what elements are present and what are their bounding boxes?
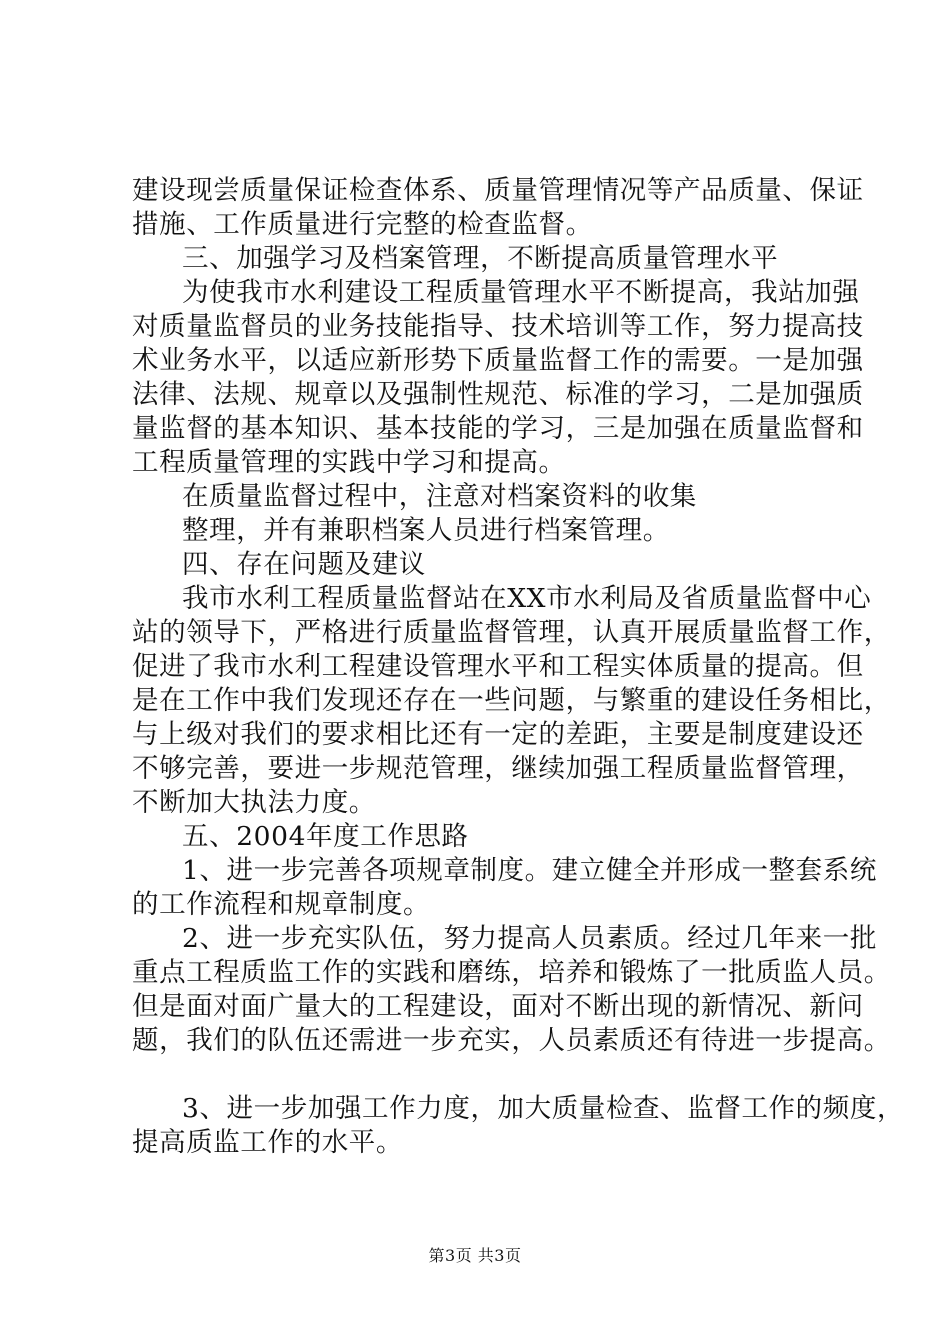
text-line: 题，我们的队伍还需进一步充实，人员素质还有待进一步提高。 — [132, 1025, 891, 1056]
blank-line — [132, 1058, 832, 1092]
text-line: 是在工作中我们发现还存在一些问题，与繁重的建设任务相比， — [132, 685, 891, 716]
text-line: 3、进一步加强工作力度，加大质量检查、监督工作的频度， — [182, 1093, 905, 1124]
text-line: 我市水利工程质量监督站在XX市水利局及省质量监督中心 — [182, 583, 872, 614]
page-footer: 第3页 共3页 — [428, 1246, 522, 1265]
text-line: 重点工程质监工作的实践和磨练，培养和锻炼了一批质监人员。 — [132, 957, 891, 988]
text-line: 的工作流程和规章制度。 — [132, 889, 431, 920]
text-line: 量监督的基本知识、基本技能的学习，三是加强在质量监督和 — [132, 413, 864, 444]
text-line: 为使我市水利建设工程质量管理水平不断提高，我站加强 — [182, 277, 860, 308]
text-line: 2、进一步充实队伍，努力提高人员素质。经过几年来一批 — [182, 923, 877, 954]
text-line: 站的领导下，严格进行质量监督管理，认真开展质量监督工作， — [132, 617, 891, 648]
document-body — [132, 174, 905, 1160]
text-line: 但是面对面广量大的工程建设，面对不断出现的新情况、新问 — [132, 991, 864, 1022]
text-line: 措施、工作质量进行完整的检查监督。 — [132, 209, 593, 240]
text-line: 对质量监督员的业务技能指导、技术培训等工作，努力提高技 — [132, 311, 864, 342]
text-line: 促进了我市水利工程建设管理水平和工程实体质量的提高。但 — [132, 651, 864, 682]
text-line: 1、进一步完善各项规章制度。建立健全并形成一整套系统 — [182, 855, 877, 886]
text-line: 与上级对我们的要求相比还有一定的差距，主要是制度建设还 — [132, 719, 864, 750]
text-line: 不够完善，要进一步规范管理，继续加强工程质量监督管理， — [132, 753, 864, 784]
text-line: 建设现尝质量保证检查体系、质量管理情况等产品质量、保证 — [132, 175, 864, 206]
text-line: 提高质监工作的水平。 — [132, 1127, 403, 1158]
text-line: 术业务水平，以适应新形势下质量监督工作的需要。一是加强 — [132, 345, 864, 376]
text-line: 整理，并有兼职档案人员进行档案管理。 — [182, 515, 670, 546]
text-line: 不断加大执法力度。 — [132, 787, 376, 818]
section-heading: 五、2004年度工作思路 — [182, 821, 469, 852]
text-line: 在质量监督过程中，注意对档案资料的收集 — [182, 481, 697, 512]
text-line: 法律、法规、规章以及强制性规范、标准的学习，二是加强质 — [132, 379, 864, 410]
section-heading: 三、加强学习及档案管理，不断提高质量管理水平 — [182, 243, 779, 274]
text-line: 工程质量管理的实践中学习和提高。 — [132, 447, 566, 478]
section-heading: 四、存在问题及建议 — [182, 549, 426, 580]
